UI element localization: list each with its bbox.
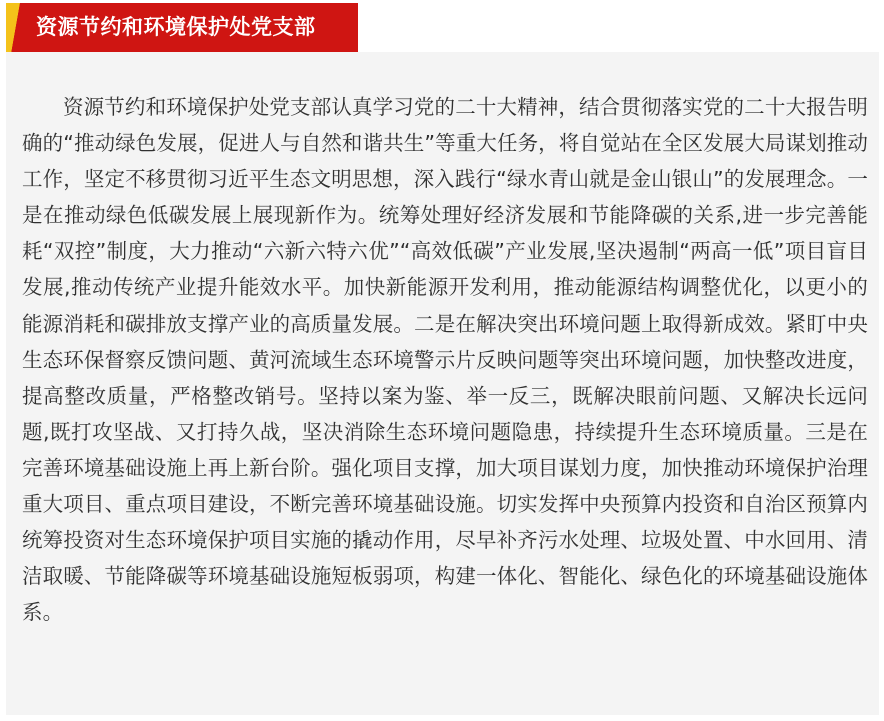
section-header xyxy=(6,3,358,52)
section-title: 资源节约和环境保护处党支部 xyxy=(36,15,316,39)
header-accent-stripe xyxy=(6,3,28,52)
article-paragraph: 资源节约和环境保护处党支部认真学习党的二十大精神，结合贯彻落实党的二十大报告明确的“推动绿色发展，促进人与自然和谐共生”等重大任务，将自觉站在全区发展大局谋划推动工作，坚定不移贯彻习近平生态文明思想，深入践行“绿水青山就是金山银山”的发展理念。一是在推动绿色低碳发展上展现新作为。统筹处理好经济发展和节能降碳的关系,进一步完善能耗“双控”制度，大力推动“六新六特六优”“高效低碳”产业发展,坚决遏制“两高一低”项目盲目发展,推动传统产业提升能效水平。加快新能源开发利用，推动能源结构调整优化，以更小的能源消耗和碳排放支撑产业的高质量发展。二是在解决突出环境问题上取得新成效。紧盯中央生态环保督察反馈问题、黄河流域生态环境警示片反映问题等突出环境问题，加快整改进度，提高整改质量，严格整改销号。坚持以案为鉴、举一反三，既解决眼前问题、又解决长远问题,既打攻坚战、又打持久战，坚决消除生态环境问题隐患，持续提升生态环境质量。三是在完善环境基础设施上再上新台阶。强化项目支撑，加大项目谋划力度，加快推动环境保护治理重大项目、重点项目建设，不断完善环境基础设施。切实发挥中央预算内投资和自治区预算内统筹投资对生态环境保护项目实施的撬动作用，尽早补齐污水处理、垃圾处置、中水回用、清洁取暖、节能降碳等环境基础设施短板弱项，构建一体化、智能化、绿色化的环境基础设施体系。 xyxy=(22,95,868,625)
